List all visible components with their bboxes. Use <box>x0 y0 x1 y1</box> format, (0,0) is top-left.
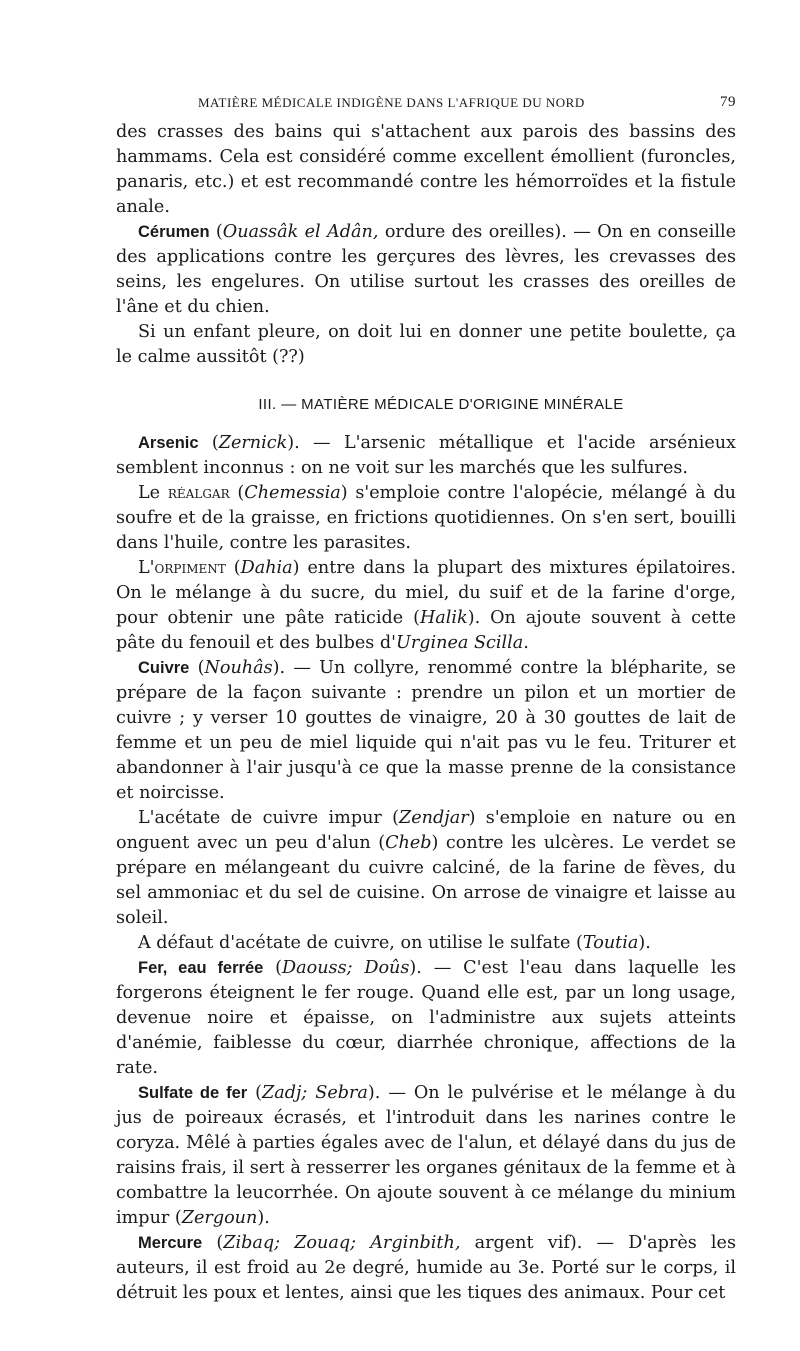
paragraph-text: — On le pulvérise et le mélange à du jus de poireaux écrasés, et l'introduit dans les narines contre le coryza. Mêlé à parties égales avec de l'alun, et délayé dans du jus de raisins frais, il sert à resserrer les organes génitaux de la femme et à combattre la leucorrhée. On ajoute souvent à ce mélange du minium impur ( <box>116 1083 736 1228</box>
entry-term-fer: Fer, eau ferrée <box>138 959 264 977</box>
paragraph-text: Le <box>138 483 161 503</box>
paragraph-arsenic: Arsenic (Zernick). — L'arsenic métallique et l'acide arsénieux semblent inconnus : on ne voit sur les marchés que les sulfures. <box>116 433 736 478</box>
page-number: 79 <box>720 94 736 110</box>
paragraph-text: entre dans la plupart des mixtures épilatoires. On le mélange à du sucre, du miel, du suif et de la farine d'orge, pour obtenir une pâte raticide ( <box>116 558 736 628</box>
entry-term-cuivre: Cuivre <box>138 659 190 677</box>
arabic-name: Halik <box>419 608 468 628</box>
paragraph-text: ordure des oreilles). — On en conseille des applications contre les gerçures des lèvres, les crevasses des seins, les engelures. On utilise surtout les crasses des oreilles de l'âne et du chien. <box>116 222 736 317</box>
entry-term-orpiment: orpiment <box>154 558 226 578</box>
paragraph-text: argent vif). — D'après les auteurs, il est froid au 2e degré, humide au 3e. Porté sur le corps, il détruit les poux et lentes, ainsi que les tiques des animaux. Pour cet <box>116 1233 737 1303</box>
paragraph-cerumen: Cérumen (Ouassâk el Adân, ordure des oreilles). — On en conseille des applications contre les gerçures des lèvres, les crevasses des seins, les engelures. On utilise surtout les crasses des oreilles de l'âne et du chien. <box>116 222 736 317</box>
document-page <box>116 88 736 1306</box>
entry-term-cerumen: Cérumen <box>138 223 210 241</box>
paragraph-text: Si un enfant pleure, on doit lui en donner une petite boulette, ça le calme aussitôt (??) <box>116 322 736 367</box>
paragraph-text: s'emploie contre l'alopécie, mélangé à du soufre et de la graisse, en frictions quotidiennes. On s'en sert, bouilli dans l'huile, contre les parasites. <box>116 483 736 553</box>
paragraph-text: ). <box>257 1208 270 1228</box>
paragraph-text: ) contre les ulcères. Le verdet se prépare en mélangeant du cuivre calciné, de la farine de fèves, du sel ammoniac et du sel de cuisine. On arrose de vinaigre et laisse au soleil. <box>116 833 736 928</box>
arabic-name: Ouassâk el Adân, <box>222 222 379 242</box>
paragraph-fer: Fer, eau ferrée (Daouss; Doûs). — C'est l'eau dans laquelle les forgerons éteignent le fer rouge. Quand elle est, par un long usage, devenue noire et épaisse, on l'administre aux sujets atteints d'anémie, faiblesse du cœur, diarrhée chronique, affections de la rate. <box>116 958 736 1078</box>
arabic-name: Chemessia <box>244 483 341 503</box>
paragraph-orpiment: L'orpiment (Dahia) entre dans la plupart des mixtures épilatoires. On le mélange à du sucre, du miel, du suif et de la farine d'orge, pour obtenir une pâte raticide (Halik). On ajoute souvent à cette pâte du fenouil et des bulbes d'Urginea Scilla. <box>116 558 736 653</box>
paragraph-sulfate-cuivre <box>116 931 736 956</box>
arabic-name: Zadj; Sebra <box>262 1083 368 1103</box>
paragraph-enfant <box>116 320 736 370</box>
arabic-name: Dahia <box>240 558 293 578</box>
running-title: MATIÈRE MÉDICALE INDIGÈNE DANS L'AFRIQUE DU NORD <box>198 95 585 110</box>
arabic-name: Zergoun <box>181 1208 258 1228</box>
paragraph-text: ). On ajoute souvent à cette pâte du fenouil et des bulbes d' <box>116 608 736 653</box>
paragraph-mercure: Mercure (Zibaq; Zouaq; Arginbith, argent vif). — D'après les auteurs, il est froid au 2e degré, humide au 3e. Porté sur le corps, il détruit les poux et lentes, ainsi que les tiques des animaux. Pour cet <box>116 1233 737 1303</box>
entry-term-realgar: réalgar <box>167 483 230 503</box>
arabic-name: Zendjar <box>399 808 469 828</box>
paragraph-text: — C'est l'eau dans laquelle les forgerons éteignent le fer rouge. Quand elle est, par un long usage, devenue noire et épaisse, on l'administre aux sujets atteints d'anémie, faiblesse du cœur, diarrhée chronique, affections de la rate. <box>116 958 736 1078</box>
paragraph-text: L' <box>138 558 155 578</box>
arabic-name: Toutia <box>582 933 639 953</box>
arabic-name: Zernick <box>218 433 288 453</box>
section-heading: III. — MATIÈRE MÉDICALE D'ORIGINE MINÉRALE <box>258 396 624 413</box>
paragraph-acetate <box>116 806 736 931</box>
paragraph-text: ). <box>638 933 651 953</box>
paragraph-text: ) s'emploie en nature ou en onguent avec un peu d'alun ( <box>116 808 736 853</box>
paragraph-sulfate-fer: Sulfate de fer (Zadj; Sebra). — On le pulvérise et le mélange à du jus de poireaux écrasés, et l'introduit dans les narines contre le coryza. Mêlé à parties égales avec de l'alun, et délayé dans du jus de raisins frais, il sert à resserrer les organes génitaux de la femme et à combattre la leucorrhée. On ajoute souvent à ce mélange du minium impur (Zergoun). <box>116 1083 736 1228</box>
paragraph-text: L'acétate de cuivre impur ( <box>138 808 400 828</box>
entry-term-mercure: Mercure <box>138 1234 203 1252</box>
arabic-name: Nouhâs <box>204 658 273 678</box>
entry-term-sulfate-fer: Sulfate de fer <box>138 1084 248 1102</box>
paragraph-cuivre: Cuivre (Nouhâs). — Un collyre, renommé contre la blépharite, se prépare de la façon suivante : prendre un pilon et un mortier de cuivre ; y verser 10 gouttes de vinaigre, 20 à 30 gouttes de lait de femme et un peu de miel liquide qui n'ait pas vu le feu. Triturer et abandonner à l'air jusqu'à ce que la masse prenne de la consistance et noircisse. <box>116 658 736 803</box>
entry-term-arsenic: Arsenic <box>138 434 199 452</box>
page-header <box>116 88 736 112</box>
paragraph-text: A défaut d'acétate de cuivre, on utilise le sulfate ( <box>138 933 583 953</box>
arabic-name: Daouss; Doûs <box>282 958 410 978</box>
paragraph-text: . <box>523 633 529 653</box>
arabic-name: Zibaq; Zouaq; Arginbith, <box>223 1233 461 1253</box>
paragraph-text: — Un collyre, renommé contre la blépharite, se prépare de la façon suivante : prendre un pilon et un mortier de cuivre ; y verser 10 gouttes de vinaigre, 20 à 30 gouttes de lait de femme et un peu de miel liquide qui n'ait pas vu le feu. Triturer et abandonner à l'air jusqu'à ce que la masse prenne de la consistance et noircisse. <box>116 658 736 803</box>
paragraph-text: — L'arsenic métallique et l'acide arsénieux semblent inconnus : on ne voit sur les marchés que les sulfures. <box>116 433 736 478</box>
paragraph-hammam-crasses <box>116 120 736 220</box>
paragraph-text: des crasses des bains qui s'attachent aux parois des bassins des hammams. Cela est considéré comme excellent émollient (furoncles, panaris, etc.) et est recommandé contre les hémorroïdes et la fistule anale. <box>116 122 736 217</box>
latin-name: Urginea Scilla <box>396 633 524 653</box>
paragraph-realgar: Le réalgar (Chemessia) s'emploie contre l'alopécie, mélangé à du soufre et de la graisse, en frictions quotidiennes. On s'en sert, bouilli dans l'huile, contre les parasites. <box>116 483 736 553</box>
arabic-name: Cheb <box>385 833 432 853</box>
